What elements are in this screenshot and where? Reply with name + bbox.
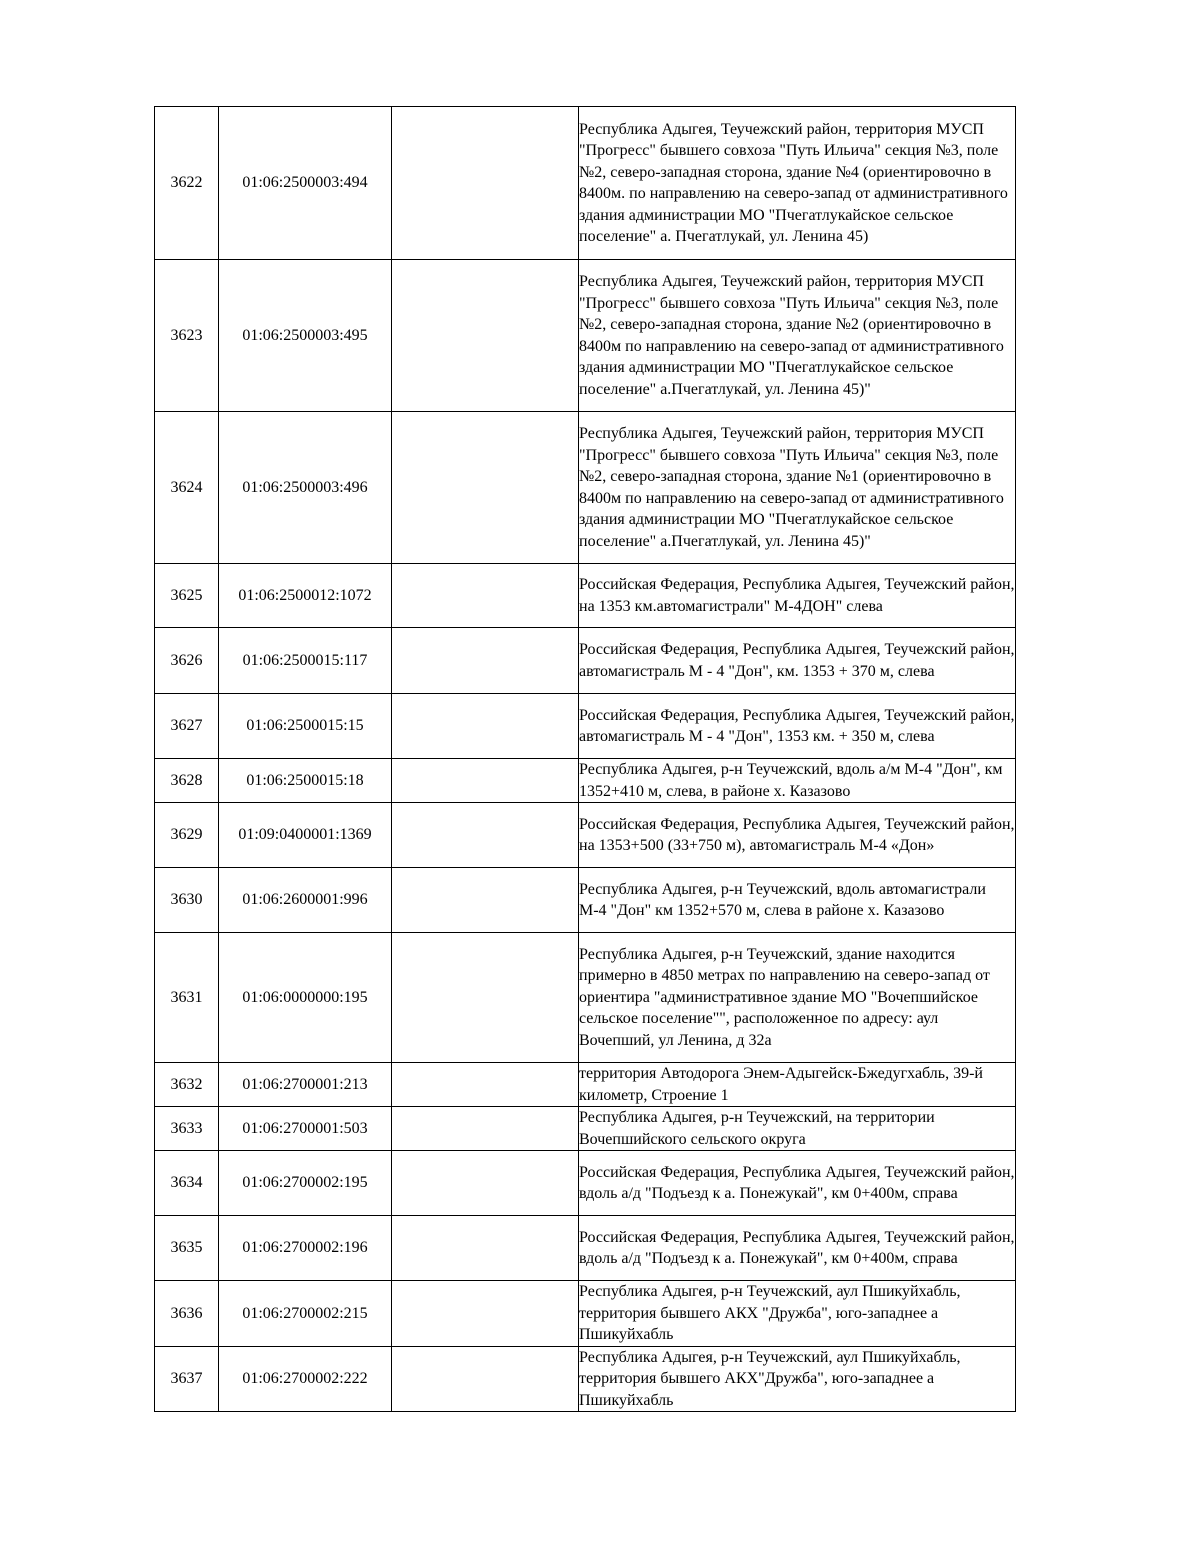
table-row [155, 260, 1016, 412]
cadastral-number: 01:06:2500003:495 [219, 260, 392, 412]
row-number: 3634 [155, 1151, 219, 1216]
cadastral-number: 01:06:2700001:213 [219, 1063, 392, 1107]
address-cell: Российская Федерация, Республика Адыгея, Теучежский район, на 1353 км.автомагистрали" М-4ДОН" слева [579, 564, 1016, 628]
cadastral-number: 01:06:2500015:15 [219, 694, 392, 759]
cadastral-number: 01:06:2600001:996 [219, 868, 392, 933]
empty-cell [392, 1346, 579, 1412]
empty-cell [392, 107, 579, 260]
table-row [155, 412, 1016, 564]
cadastral-number: 01:06:2500012:1072 [219, 564, 392, 628]
table-row [155, 759, 1016, 803]
address-cell: Республика Адыгея, Теучежский район, территория МУСП "Прогресс" бывшего совхоза "Путь Ильича" секция №3, поле №2, северо-западная сторона, здание №4 (ориентировочно в 8400м. по направлению на северо-запад от административного здания администрации МО "Пчегатлукайское сельское поселение" а. Пчегатлукай, ул. Ленина 45) [579, 107, 1016, 260]
row-number: 3631 [155, 933, 219, 1063]
row-number: 3635 [155, 1216, 219, 1281]
row-number: 3626 [155, 628, 219, 694]
cadastral-number: 01:06:0000000:195 [219, 933, 392, 1063]
table-row [155, 107, 1016, 260]
table-row [155, 694, 1016, 759]
address-cell: Республика Адыгея, р-н Теучежский, вдоль а/м М-4 "Дон", км 1352+410 м, слева, в районе х. Казазово [579, 759, 1016, 803]
row-number: 3623 [155, 260, 219, 412]
cadastral-number: 01:06:2500015:117 [219, 628, 392, 694]
address-cell: Республика Адыгея, р-н Теучежский, вдоль автомагистрали М-4 "Дон" км 1352+570 м, слева в районе х. Казазово [579, 868, 1016, 933]
empty-cell [392, 628, 579, 694]
row-number: 3624 [155, 412, 219, 564]
table-row [155, 868, 1016, 933]
table-row [155, 1063, 1016, 1107]
empty-cell [392, 759, 579, 803]
cadastral-number: 01:06:2500003:496 [219, 412, 392, 564]
address-cell: Российская Федерация, Республика Адыгея, Теучежский район, вдоль а/д "Подъезд к а. Понежукай", км 0+400м, справа [579, 1151, 1016, 1216]
address-cell: Республика Адыгея, р-н Теучежский, на территории Вочепшийского сельского округа [579, 1107, 1016, 1151]
table-row [155, 1151, 1016, 1216]
row-number: 3629 [155, 803, 219, 868]
table-row [155, 803, 1016, 868]
registry-table-body [155, 107, 1016, 1412]
address-cell: Республика Адыгея, р-н Теучежский, здание находится примерно в 4850 метрах по направлению на северо-запад от ориентира "административное здание МО "Вочепшийское сельское поселение"", расположенное по адресу: аул Вочепший, ул Ленина, д 32а [579, 933, 1016, 1063]
row-number: 3633 [155, 1107, 219, 1151]
table-row [155, 564, 1016, 628]
empty-cell [392, 933, 579, 1063]
empty-cell [392, 1281, 579, 1347]
cadastral-number: 01:09:0400001:1369 [219, 803, 392, 868]
cadastral-number: 01:06:2500015:18 [219, 759, 392, 803]
empty-cell [392, 1063, 579, 1107]
address-cell: Российская Федерация, Республика Адыгея, Теучежский район, автомагистраль М - 4 "Дон", 1353 км. + 350 м, слева [579, 694, 1016, 759]
row-number: 3630 [155, 868, 219, 933]
row-number: 3622 [155, 107, 219, 260]
empty-cell [392, 1151, 579, 1216]
empty-cell [392, 564, 579, 628]
address-cell: Российская Федерация, Республика Адыгея, Теучежский район, на 1353+500 (33+750 м), автомагистраль М-4 «Дон» [579, 803, 1016, 868]
address-cell: Республика Адыгея, Теучежский район, территория МУСП "Прогресс" бывшего совхоза "Путь Ильича" секция №3, поле №2, северо-западная сторона, здание №2 (ориентировочно в 8400м по направлению на северо-запад от административного здания администрации МО "Пчегатлукайское сельское поселение" а.Пчегатлукай, ул. Ленина 45)" [579, 260, 1016, 412]
empty-cell [392, 694, 579, 759]
address-cell: Республика Адыгея, р-н Теучежский, аул Пшикуйхабль, территория бывшего АКХ "Дружба", юго-западнее а Пшикуйхабль [579, 1281, 1016, 1347]
table-row [155, 1216, 1016, 1281]
row-number: 3632 [155, 1063, 219, 1107]
table-row [155, 1346, 1016, 1412]
row-number: 3637 [155, 1346, 219, 1412]
empty-cell [392, 1216, 579, 1281]
cadastral-number: 01:06:2700002:222 [219, 1346, 392, 1412]
address-cell: Российская Федерация, Республика Адыгея, Теучежский район, автомагистраль М - 4 "Дон", км. 1353 + 370 м, слева [579, 628, 1016, 694]
cadastral-number: 01:06:2700001:503 [219, 1107, 392, 1151]
registry-table [154, 106, 1016, 1412]
table-row [155, 628, 1016, 694]
cadastral-number: 01:06:2500003:494 [219, 107, 392, 260]
row-number: 3636 [155, 1281, 219, 1347]
empty-cell [392, 412, 579, 564]
empty-cell [392, 1107, 579, 1151]
cadastral-number: 01:06:2700002:215 [219, 1281, 392, 1347]
table-row [155, 1281, 1016, 1347]
address-cell: Республика Адыгея, Теучежский район, территория МУСП "Прогресс" бывшего совхоза "Путь Ильича" секция №3, поле №2, северо-западная сторона, здание №1 (ориентировочно в 8400м по направлению на северо-запад от административного здания администрации МО "Пчегатлукайское сельское поселение" а.Пчегатлукай, ул. Ленина 45)" [579, 412, 1016, 564]
empty-cell [392, 260, 579, 412]
empty-cell [392, 803, 579, 868]
address-cell: Российская Федерация, Республика Адыгея, Теучежский район, вдоль а/д "Подъезд к а. Понежукай", км 0+400м, справа [579, 1216, 1016, 1281]
table-row [155, 1107, 1016, 1151]
row-number: 3627 [155, 694, 219, 759]
table-row [155, 933, 1016, 1063]
address-cell: Республика Адыгея, р-н Теучежский, аул Пшикуйхабль, территория бывшего АКХ"Дружба", юго-западнее а Пшикуйхабль [579, 1346, 1016, 1412]
cadastral-number: 01:06:2700002:196 [219, 1216, 392, 1281]
cadastral-number: 01:06:2700002:195 [219, 1151, 392, 1216]
empty-cell [392, 868, 579, 933]
row-number: 3628 [155, 759, 219, 803]
address-cell: территория Автодорога Энем-Адыгейск-Бжедугхабль, 39-й километр, Строение 1 [579, 1063, 1016, 1107]
row-number: 3625 [155, 564, 219, 628]
